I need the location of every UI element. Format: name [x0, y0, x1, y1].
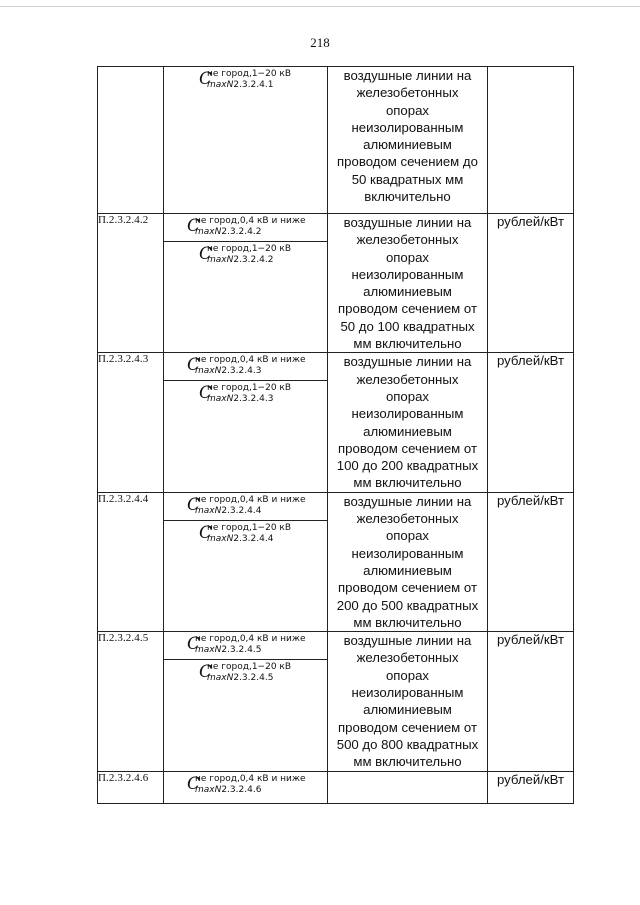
formula-superscript: не город,1−20 кВ [207, 522, 292, 533]
table-row [98, 632, 574, 771]
description-line: железобетонных [356, 85, 459, 101]
page-number: 218 [310, 35, 330, 50]
formula-cell [164, 67, 328, 214]
row-code: П.2.3.2.4.6 [98, 771, 164, 803]
description-line: мм включительно [353, 614, 462, 630]
formula-subscript-max: maxN [207, 255, 234, 265]
description-line: 50 до 100 квадратных [340, 318, 475, 334]
tariff-formula [164, 772, 327, 799]
formula-subscript-code: 2.3.2.4.5 [233, 673, 274, 684]
formula-superscript: не город,0,4 кВ и ниже [195, 773, 306, 784]
row-code [98, 67, 164, 214]
description-line: железобетонных [356, 511, 459, 527]
table-row [98, 492, 574, 631]
description-line: неизолированным [351, 266, 464, 282]
formula-subscript-code: 2.3.2.4.4 [221, 505, 262, 516]
description-line: мм включительно [353, 475, 462, 491]
formula-symbol: C [187, 216, 201, 236]
row-description [328, 67, 488, 214]
description-line: алюминиевым [363, 423, 452, 439]
formula-symbol: C [199, 244, 213, 264]
formula-superscript: не город,1−20 кВ [207, 69, 292, 79]
tariff-formula [164, 241, 327, 268]
row-description [328, 771, 488, 803]
formula-subscript [198, 533, 327, 544]
description-line: проводом сечением от [338, 440, 477, 456]
row-description [328, 492, 488, 631]
tariff-formula [164, 493, 327, 520]
description-line: алюминиевым [363, 284, 452, 300]
formula-subscript-code: 2.3.2.4.1 [233, 80, 274, 90]
formula-subscript [186, 505, 327, 516]
row-description [328, 214, 488, 353]
tariff-formula [164, 632, 327, 659]
formula-subscript-code: 2.3.2.4.3 [233, 394, 274, 405]
tariff-formula [164, 380, 327, 407]
row-unit: рублей/кВт [488, 353, 574, 492]
formula-superscript: не город,1−20 кВ [207, 662, 292, 673]
row-unit: рублей/кВт [488, 771, 574, 803]
formula-subscript-max: maxN [195, 784, 222, 795]
formula-symbol: C [187, 634, 201, 655]
table-row [98, 67, 574, 214]
tariff-table [97, 66, 574, 804]
description-line: алюминиевым [363, 137, 452, 153]
description-line: алюминиевым [363, 702, 452, 718]
row-code: П.2.3.2.4.5 [98, 632, 164, 771]
formula-superscript: не город,1−20 кВ [207, 383, 292, 394]
description-line: неизолированным [351, 685, 464, 701]
formula-subscript [186, 365, 327, 376]
formula-subscript-max: maxN [195, 366, 222, 377]
row-code: П.2.3.2.4.3 [98, 353, 164, 492]
description-line: включительно [364, 189, 451, 205]
formula-subscript [198, 254, 327, 265]
description-line: воздушные линии на [343, 68, 472, 83]
description-line: мм включительно [353, 754, 462, 770]
formula-subscript [186, 226, 327, 237]
formula-superscript: не город,0,4 кВ и ниже [195, 355, 306, 366]
formula-subscript-code: 2.3.2.4.5 [221, 645, 262, 656]
description-line: опорах [385, 528, 430, 544]
formula-subscript-code: 2.3.2.4.3 [221, 366, 262, 377]
description-line: железобетонных [356, 650, 459, 666]
formula-superscript: не город,0,4 кВ и ниже [195, 216, 306, 226]
formula-symbol: C [187, 355, 201, 376]
tariff-formula [164, 353, 327, 380]
formula-symbol: C [199, 662, 213, 683]
table-row [98, 771, 574, 803]
description-line: алюминиевым [363, 562, 452, 578]
formula-subscript-max: maxN [207, 394, 234, 405]
formula-symbol: C [199, 383, 213, 404]
formula-subscript-code: 2.3.2.4.2 [221, 227, 262, 237]
top-rule [0, 6, 640, 7]
formula-subscript-max: maxN [207, 80, 234, 90]
formula-cell [164, 771, 328, 803]
description-line: проводом сечением до [337, 154, 478, 170]
row-description [328, 353, 488, 492]
formula-subscript-max: maxN [195, 227, 222, 237]
formula-symbol: C [199, 69, 213, 89]
formula-subscript [186, 784, 327, 795]
row-unit: рублей/кВт [488, 492, 574, 631]
formula-subscript-code: 2.3.2.4.4 [233, 533, 274, 544]
row-unit: рублей/кВт [488, 632, 574, 771]
description-line: проводом сечением от [338, 719, 477, 735]
description-line: неизолированным [351, 119, 464, 135]
description-line: опорах [385, 667, 430, 683]
description-line: воздушные линии на [343, 215, 472, 230]
description-line: 50 квадратных мм [351, 171, 464, 187]
description-line: 100 до 200 квадратных [336, 458, 479, 474]
description-line: 500 до 800 квадратных [336, 736, 479, 752]
row-code: П.2.3.2.4.2 [98, 214, 164, 353]
formula-superscript: не город,0,4 кВ и ниже [195, 494, 306, 505]
formula-subscript-max: maxN [195, 645, 222, 656]
description-line: неизолированным [351, 406, 464, 422]
formula-cell [164, 214, 328, 353]
formula-subscript-code: 2.3.2.4.2 [233, 255, 274, 265]
description-line: мм включительно [353, 336, 462, 352]
formula-subscript [186, 644, 327, 655]
tariff-formula [164, 520, 327, 547]
description-line: опорах [385, 388, 430, 404]
formula-subscript [198, 79, 327, 90]
description-line: опорах [385, 249, 430, 265]
row-code: П.2.3.2.4.4 [98, 492, 164, 631]
description-line: проводом сечением от [338, 301, 477, 317]
row-unit: рублей/кВт [488, 214, 574, 353]
description-line: воздушные линии на [343, 354, 472, 370]
formula-subscript-max: maxN [195, 505, 222, 516]
description-line: 200 до 500 квадратных [336, 597, 479, 613]
description-line: неизолированным [351, 545, 464, 561]
formula-subscript [198, 672, 327, 683]
table-row [98, 214, 574, 353]
row-unit [488, 67, 574, 214]
description-line: железобетонных [356, 232, 459, 248]
description-line: воздушные линии на [343, 633, 472, 649]
formula-superscript: не город,0,4 кВ и ниже [195, 634, 306, 645]
formula-symbol: C [199, 522, 213, 543]
tariff-formula [164, 214, 327, 241]
formula-cell [164, 632, 328, 771]
formula-cell [164, 492, 328, 631]
formula-subscript-code: 2.3.2.4.6 [221, 784, 262, 795]
tariff-formula [164, 67, 327, 94]
formula-cell [164, 353, 328, 492]
description-line: воздушные линии на [343, 493, 472, 509]
tariff-formula [164, 659, 327, 686]
table-row [98, 353, 574, 492]
description-line: проводом сечением от [338, 580, 477, 596]
formula-subscript-max: maxN [207, 533, 234, 544]
formula-superscript: не город,1−20 кВ [207, 244, 292, 254]
description-line: опорах [385, 102, 430, 118]
description-line: железобетонных [356, 371, 459, 387]
row-description [328, 632, 488, 771]
formula-symbol: C [187, 773, 201, 794]
formula-symbol: C [187, 494, 201, 515]
formula-subscript [198, 393, 327, 404]
formula-subscript-max: maxN [207, 673, 234, 684]
